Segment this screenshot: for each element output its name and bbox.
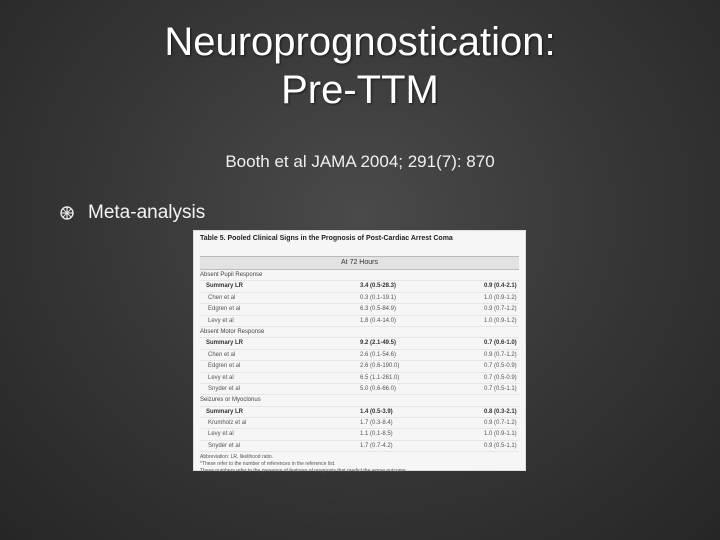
row-label: Absent Pupil Response (200, 272, 263, 278)
table-row (200, 361, 519, 372)
lr-negative-cell: 1.0 (0.9-1.2) (484, 294, 517, 301)
title-line-1: Neuroprognostication: (164, 20, 556, 64)
lr-negative-cell: 0.8 (0.3-2.1) (484, 408, 517, 415)
row-label: Summary LR (206, 283, 244, 290)
table-row (200, 350, 519, 361)
table-row (200, 327, 519, 338)
lr-positive-cell: 6.3 (0.5-84.9) (360, 306, 397, 313)
lr-positive-cell: 1.1 (0.1-8.5) (360, 431, 393, 438)
row-label: Chen et al (208, 351, 236, 358)
table-body (200, 270, 519, 452)
table-row (200, 293, 519, 304)
footnote: These numbers refer to the presence of features of prognosis that predict the worse outcome. (200, 468, 408, 475)
lr-negative-cell: 0.9 (0.7-1.2) (484, 306, 517, 313)
table-footnotes (200, 454, 519, 475)
row-label: Snyder et al (208, 442, 241, 449)
row-label: Summary LR (206, 408, 244, 415)
table-row (200, 395, 519, 406)
lr-positive-cell: 6.5 (1.1-261.0) (360, 374, 400, 381)
table-row (200, 441, 519, 452)
lr-positive-cell: 1.7 (0.7-4.2) (360, 442, 393, 449)
lr-positive-cell: 0.3 (0.1-19.1) (360, 294, 397, 301)
table-row (200, 338, 519, 349)
bullet-text: Meta-analysis (88, 202, 206, 223)
table-row (200, 373, 519, 384)
table-row (200, 407, 519, 418)
row-label: Snyder et al (208, 385, 241, 392)
table-row (200, 384, 519, 395)
footnote: *These refer to the number of references in the reference list. (200, 461, 336, 468)
table-row (200, 281, 519, 292)
table-caption: Table 5. Pooled Clinical Signs in the Prognosis of Post-Cardiac Arrest Coma (200, 235, 453, 242)
lr-negative-cell: 0.7 (0.5-1.1) (484, 385, 517, 392)
lr-negative-cell: 0.9 (0.5-1.1) (484, 442, 517, 449)
row-label: Edgren et al (208, 306, 241, 313)
row-label: Absent Motor Response (200, 328, 265, 335)
lr-positive-cell: 2.6 (0.1-54.6) (360, 351, 397, 358)
row-label: Seizures or Myoclonus (200, 397, 261, 404)
table-row (200, 429, 519, 440)
lr-positive-cell: 5.0 (0.6-66.0) (360, 385, 397, 392)
table-image (193, 230, 526, 475)
title-line-2: Pre-TTM (281, 68, 439, 112)
table-row (200, 270, 519, 281)
row-label: Levy et al (208, 374, 234, 381)
lr-negative-cell: 0.7 (0.5-0.9) (484, 374, 517, 381)
lr-negative-cell: 0.9 (0.4-2.1) (484, 283, 517, 290)
bullet-item (60, 200, 205, 226)
table-row (200, 316, 519, 327)
row-label: Edgren et al (208, 363, 241, 370)
lr-negative-cell: 1.0 (0.9-1.2) (484, 317, 517, 324)
citation: Booth et al JAMA 2004; 291(7): 870 (225, 152, 495, 171)
lr-positive-cell: 1.8 (0.4-14.0) (360, 317, 397, 324)
footnote: Abbreviation: LR, likelihood ratio. (200, 454, 274, 461)
compass-bullet-icon (60, 206, 74, 220)
row-label: Summary LR (206, 340, 244, 347)
table-row (200, 418, 519, 429)
lr-negative-cell: 0.7 (0.6-1.0) (484, 340, 517, 347)
lr-negative-cell: 0.9 (0.7-1.2) (484, 351, 517, 358)
row-label: Levy et al (208, 431, 234, 438)
lr-positive-cell: 9.2 (2.1-49.5) (360, 340, 397, 347)
lr-positive-cell: 3.4 (0.5-28.3) (360, 283, 397, 290)
slide-title (0, 18, 720, 114)
lr-negative-cell: 0.9 (0.7-1.2) (484, 420, 517, 427)
lr-negative-cell: 0.7 (0.5-0.9) (484, 363, 517, 370)
row-label: Chen et al (208, 294, 236, 301)
row-label: Levy et al (208, 317, 234, 324)
table-column-header: At 72 Hours (200, 256, 519, 270)
lr-positive-cell: 1.4 (0.5-3.9) (360, 408, 393, 415)
row-label: Krumholz et al (208, 420, 247, 427)
lr-positive-cell: 2.6 (0.6-190.0) (360, 363, 400, 370)
lr-negative-cell: 1.0 (0.9-1.1) (484, 431, 517, 438)
table-row (200, 304, 519, 315)
lr-positive-cell: 1.7 (0.3-8.4) (360, 420, 393, 427)
